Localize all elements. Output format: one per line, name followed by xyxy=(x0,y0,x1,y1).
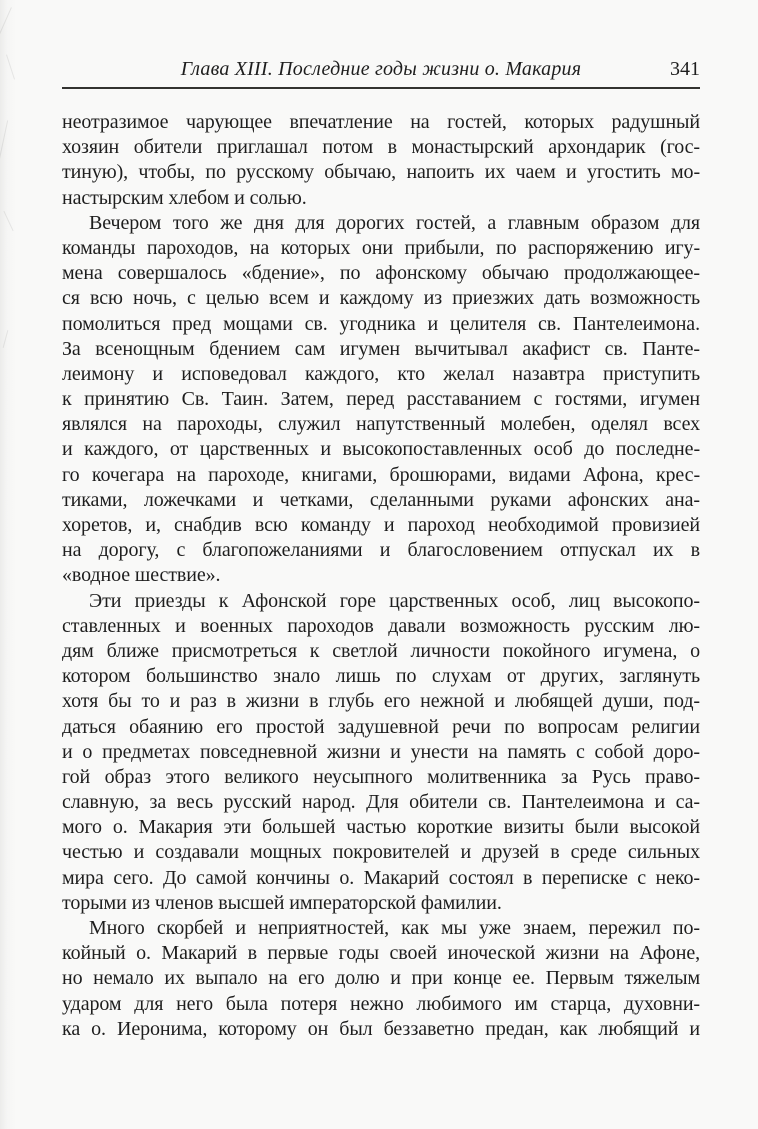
text-line: тиную), чтобы, по русскому обычаю, напоить их чаем и угостить мо- xyxy=(62,161,700,184)
text-line: но немало их выпало на его долю и при конце ее. Первым тяжелым xyxy=(62,967,700,990)
text-line: «водное шествие». xyxy=(62,564,221,587)
text-line: ставленных и военных пароходов давали возможность русским лю- xyxy=(62,614,700,637)
text-line: хозяин обители приглашал потом в монастырский архондарик (гос- xyxy=(62,136,700,159)
text-line: койный о. Макарий в первые годы своей иноческой жизни на Афоне, xyxy=(62,942,700,965)
text-line: даться обаянию его простой задушевной речи по вопросам религии xyxy=(62,715,700,738)
text-line: тиками, ложечками и четками, сделанными руками афонских ана- xyxy=(62,488,700,511)
text-line: настырским хлебом и солью. xyxy=(62,186,307,209)
body-text xyxy=(62,110,700,1042)
text-line: хоретов, и, снабдив всю команду и пароход необходимой провизией xyxy=(62,514,700,536)
header-rule xyxy=(62,87,700,89)
text-line: помолиться пред мощами св. угодника и целителя св. Пантелеимона. xyxy=(62,312,700,335)
scan-artifact xyxy=(3,211,13,231)
text-line: ка о. Иеронима, которому он был беззаветно предан, как любящий и xyxy=(62,1017,700,1040)
text-line: мира сего. До самой кончины о. Макарий состоял в переписке с неко- xyxy=(62,866,700,889)
text-line: команды пароходов, на которых они прибыли, по распоряжению игу- xyxy=(62,236,700,259)
text-line: на дорогу, с благопожеланиями и благословением отпускал их в xyxy=(62,539,700,562)
text-line: гой образ этого великого неусыпного молитвенника за Русь право- xyxy=(62,765,700,788)
scan-artifact xyxy=(3,330,9,348)
text-line: и каждого, от царственных и высокопоставленных особ до последне- xyxy=(62,438,700,461)
text-line: дям ближе присмотреться к светлой личности покойного игумена, о xyxy=(62,639,700,662)
text-line: мого о. Макария эти большей частью короткие визиты были высокой xyxy=(62,816,700,839)
text-line: хотя бы то и раз в жизни в глубь его нежной и любящей души, под- xyxy=(62,690,700,713)
text-block xyxy=(62,58,700,1042)
scan-artifact xyxy=(0,7,12,38)
text-line: честью и создавали мощных покровителей и друзей в среде сильных xyxy=(62,841,700,864)
paragraph xyxy=(62,589,700,916)
text-line: ся всю ночь, с целью всем и каждому из приезжих дать возможность xyxy=(62,287,700,310)
text-line: Вечером того же дня для дорогих гостей, а главным образом для xyxy=(89,211,700,234)
paragraph xyxy=(62,211,700,589)
text-line: к принятию Св. Таин. Затем, перед расставанием с гостями, игумен xyxy=(62,388,700,411)
running-header xyxy=(62,58,700,85)
scan-edge-shade xyxy=(0,0,16,1129)
page-number: 341 xyxy=(670,58,700,80)
text-line: За всенощным бдением сам игумен вычитывал акафист св. Панте- xyxy=(62,337,700,360)
text-line: Много скорбей и неприятностей, как мы уже знаем, пережил по- xyxy=(89,917,700,939)
text-line: славную, за весь русский народ. Для обители св. Пантелеимона и са- xyxy=(62,791,700,814)
text-line: являлся на пароходы, служил напутственный молебен, оделял всех xyxy=(62,413,700,436)
text-line: ударом для него была потеря нежно любимого им старца, духовни- xyxy=(62,992,700,1015)
text-line: неотразимое чарующее впечатление на гостей, которых радушный xyxy=(62,111,700,133)
paragraph xyxy=(62,916,700,1042)
text-line: мена совершалось «бдение», по афонскому обычаю продолжающее- xyxy=(62,262,700,285)
text-line: Эти приезды к Афонской горе царственных особ, лиц высокопо- xyxy=(89,589,700,612)
text-line: котором большинство знало лишь по слухам от других, заглянуть xyxy=(62,665,700,688)
paragraph xyxy=(62,110,700,211)
text-line: и о предметах повседневной жизни и унести на память с собой доро- xyxy=(62,740,700,763)
scan-artifact xyxy=(6,54,15,79)
chapter-title: Глава XIII. Последние годы жизни о. Макария xyxy=(180,58,582,80)
text-line: го кочегара на пароходе, книгами, брошюрами, видами Афона, крес- xyxy=(62,463,700,486)
scan-artifact xyxy=(0,120,8,159)
text-line: леимону и исповедовал каждого, кто желал назавтра приступить xyxy=(62,362,700,385)
text-line: торыми из членов высшей императорской фамилии. xyxy=(62,891,502,914)
